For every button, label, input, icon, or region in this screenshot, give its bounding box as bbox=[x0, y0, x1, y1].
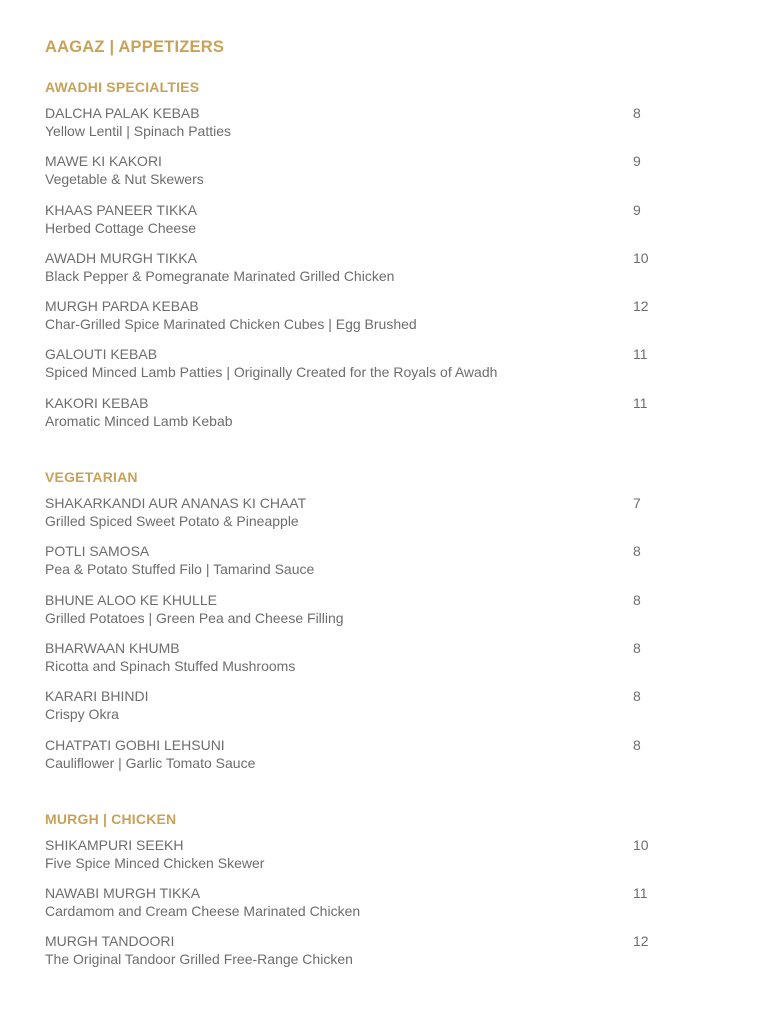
menu-item bbox=[45, 884, 705, 932]
menu-title: AAGAZ | APPETIZERS bbox=[45, 38, 225, 56]
item-name: MAWE KI KAKORI bbox=[45, 153, 162, 170]
item-price: 11 bbox=[633, 885, 648, 902]
item-name: BHARWAAN KHUMB bbox=[45, 639, 180, 656]
item-description: Ricotta and Spinach Stuffed Mushrooms bbox=[45, 657, 296, 674]
item-price: 8 bbox=[633, 639, 641, 656]
menu-item bbox=[45, 836, 705, 884]
item-price: 12 bbox=[633, 298, 649, 315]
item-description: Grilled Potatoes | Green Pea and Cheese Filling bbox=[45, 609, 344, 626]
item-name: BHUNE ALOO KE KHULLE bbox=[45, 591, 217, 608]
menu-item bbox=[45, 494, 705, 542]
section-title: MURGH | CHICKEN bbox=[45, 810, 177, 827]
item-price: 8 bbox=[633, 591, 641, 608]
item-price: 10 bbox=[633, 249, 649, 266]
menu-item bbox=[45, 345, 705, 393]
item-name: NAWABI MURGH TIKKA bbox=[45, 885, 201, 902]
menu-item bbox=[45, 932, 705, 980]
item-name: KARARI BHINDI bbox=[45, 688, 149, 705]
menu-item bbox=[45, 104, 705, 152]
item-name: MURGH PARDA KEBAB bbox=[45, 298, 199, 315]
item-name: SHIKAMPURI SEEKH bbox=[45, 836, 184, 853]
item-price: 9 bbox=[633, 201, 641, 218]
item-price: 8 bbox=[633, 688, 641, 705]
item-name: DALCHA PALAK KEBAB bbox=[45, 105, 200, 121]
menu-item bbox=[45, 394, 705, 442]
section-vegetarian bbox=[45, 468, 705, 784]
item-name: KAKORI KEBAB bbox=[45, 394, 149, 411]
item-description: Black Pepper & Pomegranate Marinated Grilled Chicken bbox=[45, 267, 395, 284]
item-name: CHATPATI GOBHI LEHSUNI bbox=[45, 736, 225, 753]
item-price: 12 bbox=[633, 933, 649, 950]
item-description: Grilled Spiced Sweet Potato & Pineapple bbox=[45, 513, 299, 530]
item-price: 8 bbox=[633, 105, 641, 121]
item-price: 8 bbox=[633, 543, 641, 560]
item-price: 11 bbox=[633, 346, 648, 363]
menu-item bbox=[45, 201, 705, 249]
item-name: SHAKARKANDI AUR ANANAS KI CHAAT bbox=[45, 495, 307, 512]
item-name: POTLI SAMOSA bbox=[45, 543, 150, 560]
item-description: Aromatic Minced Lamb Kebab bbox=[45, 412, 233, 429]
item-name: AWADH MURGH TIKKA bbox=[45, 249, 197, 266]
item-description: Yellow Lentil | Spinach Patties bbox=[45, 123, 232, 139]
item-description: Spiced Minced Lamb Patties | Originally Created for the Royals of Awadh bbox=[45, 364, 498, 381]
section-murgh-chicken bbox=[45, 810, 705, 981]
item-price: 8 bbox=[633, 736, 641, 753]
section-title: AWADHI SPECIALTIES bbox=[45, 79, 200, 95]
item-name: KHAAS PANEER TIKKA bbox=[45, 201, 197, 218]
menu-item bbox=[45, 736, 705, 784]
menu-item bbox=[45, 297, 705, 345]
menu-item bbox=[45, 639, 705, 687]
item-price: 9 bbox=[633, 153, 641, 170]
item-description: Crispy Okra bbox=[45, 706, 119, 723]
section-awadhi-specialties bbox=[45, 78, 705, 442]
menu-item bbox=[45, 152, 705, 200]
menu-item bbox=[45, 591, 705, 639]
section-title: VEGETARIAN bbox=[45, 469, 138, 486]
item-price: 10 bbox=[633, 836, 649, 853]
item-name: GALOUTI KEBAB bbox=[45, 346, 158, 363]
item-description: Herbed Cottage Cheese bbox=[45, 219, 196, 236]
menu-item bbox=[45, 687, 705, 735]
item-name: MURGH TANDOORI bbox=[45, 933, 175, 950]
item-description: Five Spice Minced Chicken Skewer bbox=[45, 854, 265, 871]
item-description: Cardamom and Cream Cheese Marinated Chicken bbox=[45, 903, 361, 920]
item-description: Vegetable & Nut Skewers bbox=[45, 171, 204, 188]
menu-item bbox=[45, 542, 705, 590]
item-description: Char-Grilled Spice Marinated Chicken Cubes | Egg Brushed bbox=[45, 316, 417, 333]
item-description: The Original Tandoor Grilled Free-Range Chicken bbox=[45, 951, 353, 968]
item-description: Pea & Potato Stuffed Filo | Tamarind Sauce bbox=[45, 561, 315, 578]
menu-item bbox=[45, 249, 705, 297]
menu-page bbox=[45, 36, 705, 1007]
item-price: 7 bbox=[633, 495, 641, 512]
item-description: Cauliflower | Garlic Tomato Sauce bbox=[45, 754, 256, 771]
item-price: 11 bbox=[633, 394, 648, 411]
